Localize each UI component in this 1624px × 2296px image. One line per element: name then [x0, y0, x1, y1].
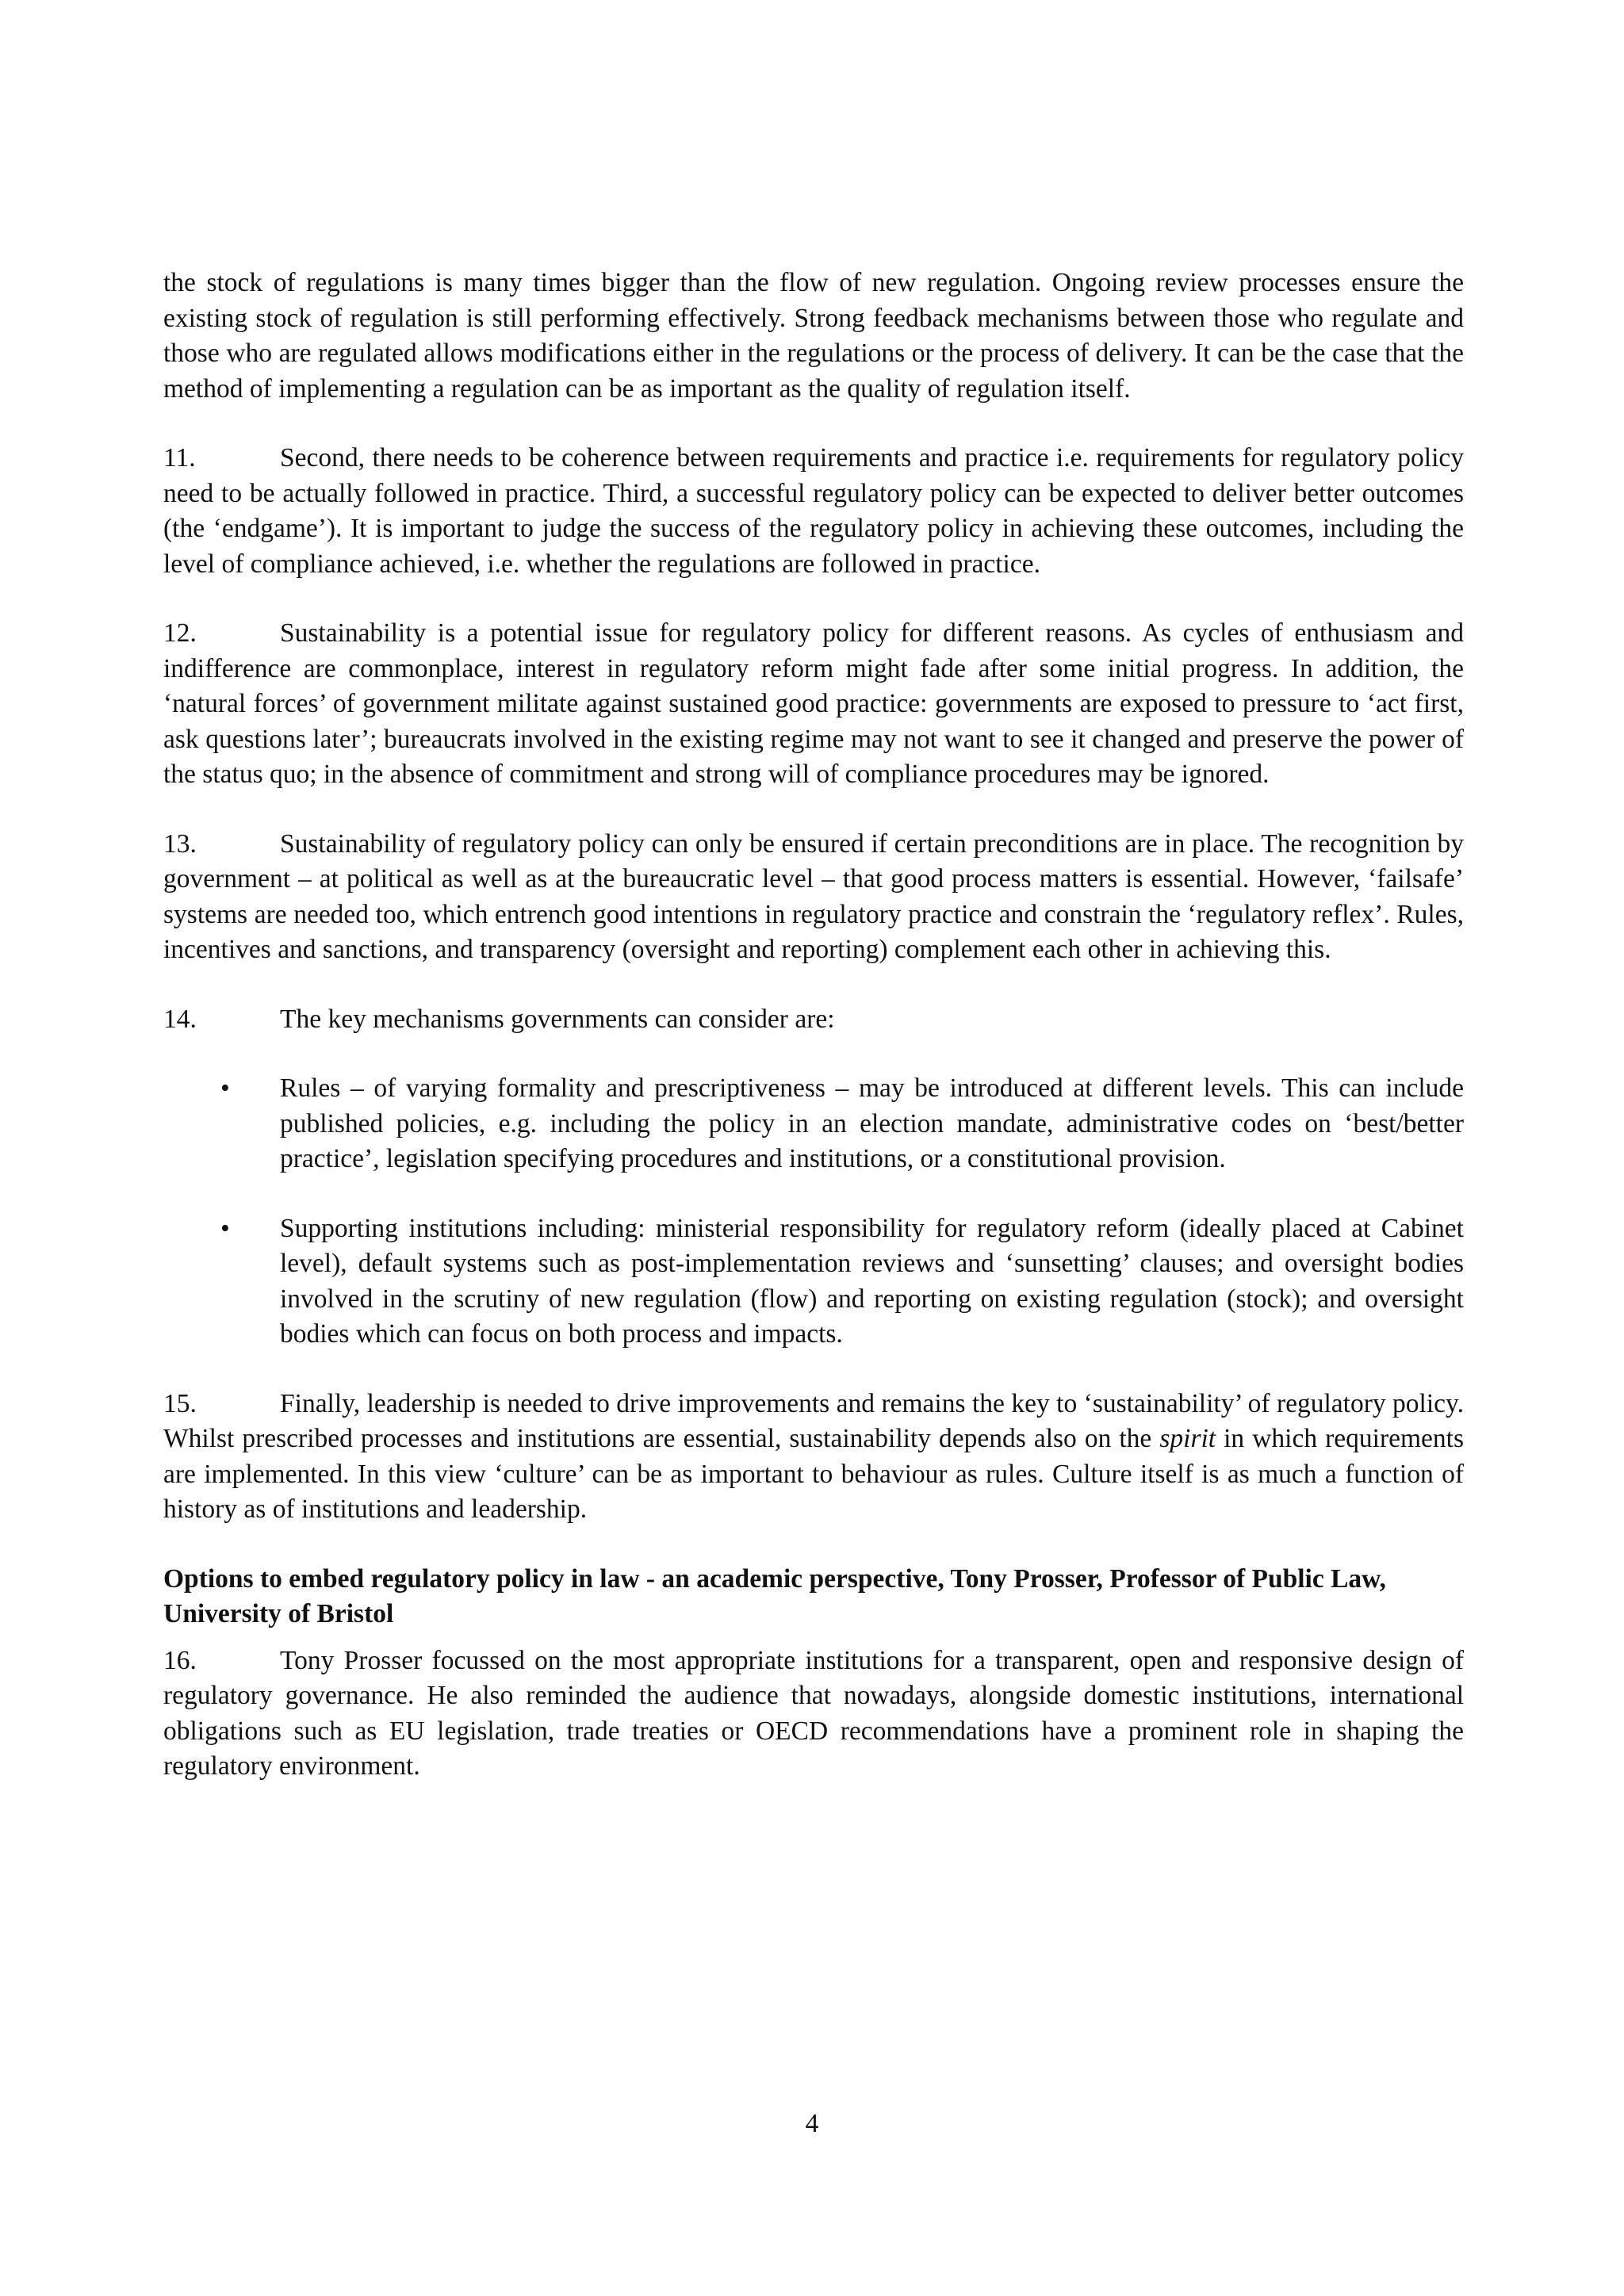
list-item	[163, 1211, 1464, 1353]
list-item	[163, 1071, 1464, 1177]
paragraph-number: 12.	[163, 618, 197, 648]
page-number: 4	[805, 2109, 819, 2138]
mechanisms-list	[163, 1071, 1464, 1353]
document-body	[163, 266, 1464, 1819]
paragraph-text: Sustainability of regulatory policy can only be ensured if certain preconditions are in place. The recognition by government – at political as well as at the bureaucratic level – that good process matters is essential. However, ‘failsafe’ systems are needed too, which entrench good intentions in regulatory practice and constrain the ‘regulatory reflex’. Rules, incentives and sanctions, and transparency (oversight and reporting) complement each other in achieving this.	[163, 828, 1464, 964]
paragraph-15	[163, 1387, 1464, 1528]
paragraph-number: 11.	[163, 443, 196, 473]
paragraph-number: 16.	[163, 1645, 197, 1675]
paragraph-text: Second, there needs to be coherence between requirements and practice i.e. requirements for regulatory policy need to be actually followed in practice. Third, a successful regulatory policy can be expected to deliver better outcomes (the ‘endgame’). It is important to judge the success of the regulatory policy in achieving these outcomes, including the level of compliance achieved, i.e. whether the regulations are followed in practice.	[163, 443, 1464, 579]
bullet-icon: •	[220, 1073, 230, 1103]
paragraph-14	[163, 1002, 1464, 1038]
bullet-icon: •	[220, 1213, 230, 1243]
paragraph-13	[163, 827, 1464, 968]
paragraph-text: Sustainability is a potential issue for regulatory policy for different reasons. As cycles of enthusiasm and indifference are commonplace, interest in regulatory reform might fade after some initial progress. In addition, the ‘natural forces’ of government militate against sustained good practice: governments are exposed to pressure to ‘act first, ask questions later’; bureaucrats involved in the existing regime may not want to see it changed and preserve the power of the status quo; in the absence of commitment and strong will of compliance procedures may be ignored.	[163, 618, 1464, 789]
list-item-text: Supporting institutions including: ministerial responsibility for regulatory reform (ideally placed at Cabinet level), default systems such as post-implementation reviews and ‘sunsetting’ clauses; and oversight bodies involved in the scrutiny of new regulation (flow) and reporting on existing regulation (stock); and oversight bodies which can focus on both process and impacts.	[280, 1213, 1464, 1349]
paragraph-11	[163, 441, 1464, 582]
paragraph-10-continued: the stock of regulations is many times bigger than the flow of new regulation. Ongoing review processes ensure the existing stock of regulation is still performing effectively. Strong feedback mechanisms between those who regulate and those who are regulated allows modifications either in the regulations or the process of delivery. It can be the case that the method of implementing a regulation can be as important as the quality of regulation itself.	[163, 268, 1464, 404]
section-heading: Options to embed regulatory policy in law - an academic perspective, Tony Prosser, Professor of Public Law, University of Bristol	[163, 1563, 1386, 1628]
paragraph-number: 13.	[163, 828, 197, 859]
paragraph-text: Tony Prosser focussed on the most appropriate institutions for a transparent, open and responsive design of regulatory governance. He also reminded the audience that nowadays, alongside domestic institutions, international obligations such as EU legislation, trade treaties or OECD recommendations have a prominent role in shaping the regulatory environment.	[163, 1645, 1464, 1781]
paragraph-text: The key mechanisms governments can consider are:	[280, 1004, 835, 1034]
paragraph-16	[163, 1644, 1464, 1785]
paragraph-12	[163, 616, 1464, 793]
paragraph-text-after: in which requirements are implemented. In this view ‘culture’ can be as important to behaviour as rules. Culture itself is as much a function of history as of institutions and leadership.	[163, 1424, 1464, 1524]
list-item-text: Rules – of varying formality and prescriptiveness – may be introduced at different levels. This can include published policies, e.g. including the policy in an election mandate, administrative codes on ‘best/better practice’, legislation specifying procedures and institutions, or a constitutional provision.	[280, 1073, 1464, 1173]
paragraph-number: 14.	[163, 1004, 197, 1034]
italic-word: spirit	[1159, 1424, 1216, 1453]
paragraph-number: 15.	[163, 1388, 197, 1418]
paragraph-text-before: Finally, leadership is needed to drive improvements and remains the key to ‘sustainability’ of regulatory policy. Whilst prescribed processes and institutions are essential, sustainability depends also on the	[163, 1388, 1464, 1453]
